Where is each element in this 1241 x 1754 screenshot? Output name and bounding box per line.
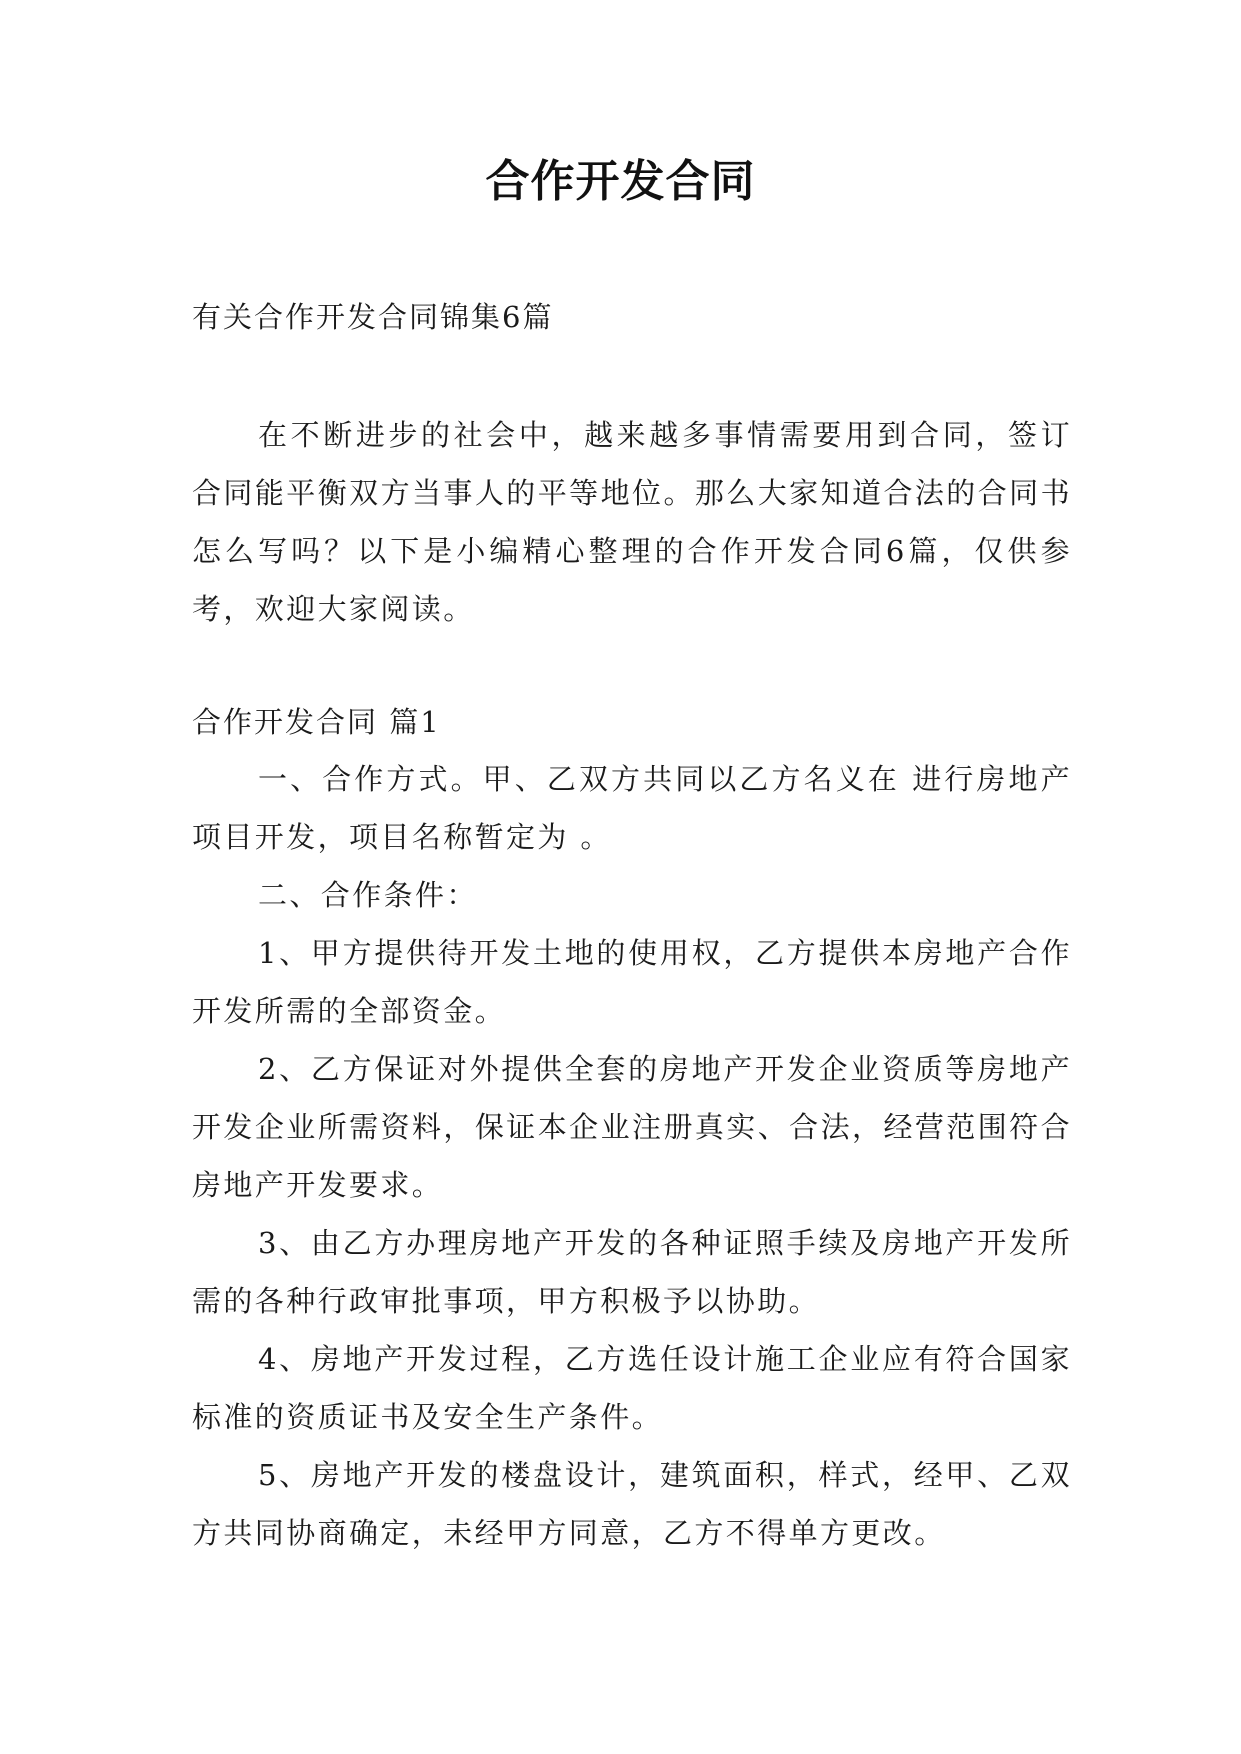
intro-paragraph: 在不断进步的社会中，越来越多事情需要用到合同，签订合同能平衡双方当事人的平等地位。那么大家知道合法的合同书怎么写吗？以下是小编精心整理的合作开发合同6篇，仅供参考，欢迎大家阅读。 xyxy=(192,418,1072,626)
document-subtitle: 有关合作开发合同锦集6篇 xyxy=(192,300,554,334)
clause-cooperation-conditions: 二、合作条件： xyxy=(258,878,478,912)
clause-list xyxy=(192,750,1072,1562)
document-title: 合作开发合同 xyxy=(485,156,756,207)
clause-cooperation-method: 一、合作方式。甲、乙双方共同以乙方名义在 进行房地产项目开发，项目名称暂定为 。 xyxy=(192,762,1072,854)
section-heading: 合作开发合同 篇1 xyxy=(192,705,441,739)
clause-item-4: 4、房地产开发过程，乙方选任设计施工企业应有符合国家标准的资质证书及安全生产条件。 xyxy=(192,1342,1072,1434)
clause-item-1: 1、甲方提供待开发土地的使用权，乙方提供本房地产合作开发所需的全部资金。 xyxy=(192,936,1072,1028)
clause-item-3: 3、由乙方办理房地产开发的各种证照手续及房地产开发所需的各种行政审批事项，甲方积极予以协助。 xyxy=(192,1226,1072,1318)
clause-item-5: 5、房地产开发的楼盘设计，建筑面积，样式，经甲、乙双方共同协商确定，未经甲方同意，乙方不得单方更改。 xyxy=(192,1458,1072,1550)
clause-item-2: 2、乙方保证对外提供全套的房地产开发企业资质等房地产开发企业所需资料，保证本企业注册真实、合法，经营范围符合房地产开发要求。 xyxy=(192,1052,1072,1202)
